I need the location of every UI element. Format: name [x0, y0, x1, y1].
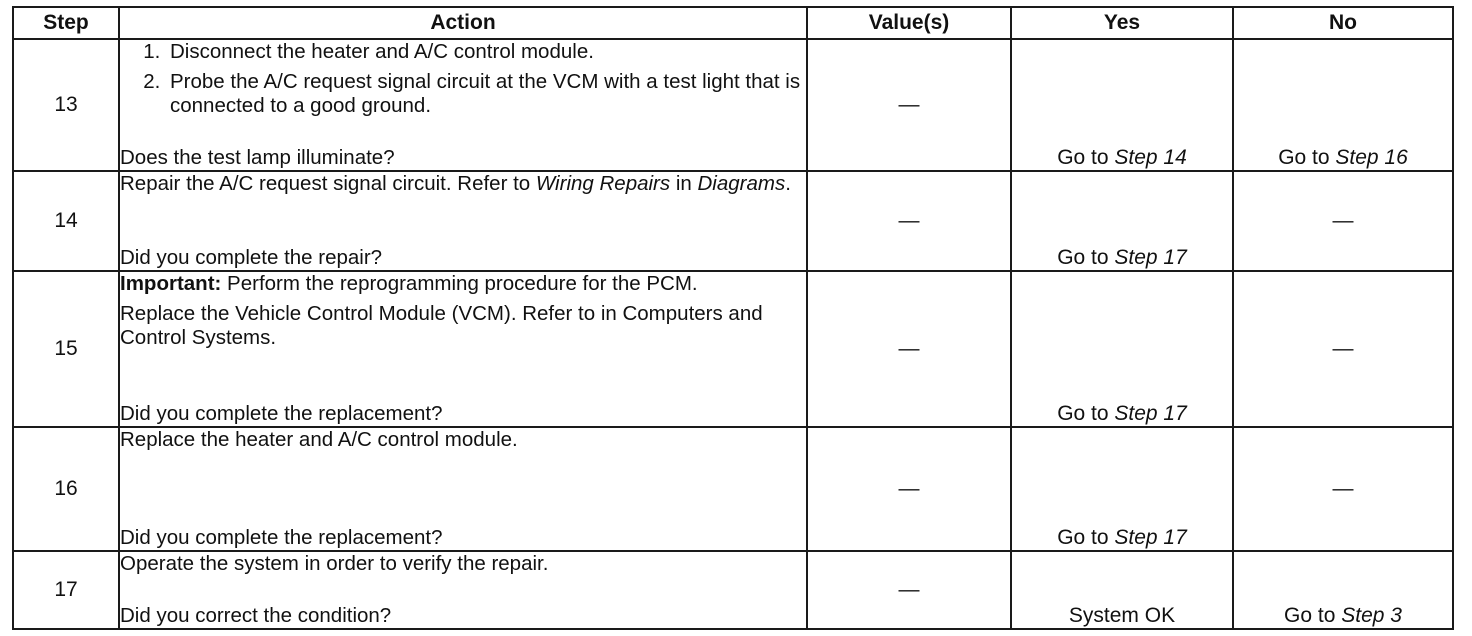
- action-step: 1. Disconnect the heater and A/C control module.: [166, 40, 806, 64]
- action-text: [120, 172, 806, 196]
- important-label: Important:: [120, 272, 222, 295]
- value-dash: —: [898, 477, 920, 500]
- no-dash: —: [1332, 477, 1354, 500]
- value-cell: [807, 427, 1011, 551]
- no-dash: —: [1332, 209, 1354, 232]
- important-text: Perform the reprogramming procedure for the PCM.: [221, 272, 698, 295]
- header-step: Step: [13, 7, 119, 39]
- yes-cell: [1011, 427, 1233, 551]
- diagnostic-table: [12, 6, 1454, 630]
- yes-prefix: Go to: [1057, 526, 1115, 549]
- no-prefix: Go to: [1278, 146, 1336, 169]
- yes-step-link[interactable]: Step 14: [1114, 146, 1187, 169]
- value-dash: —: [898, 209, 920, 232]
- action-question: Does the test lamp illuminate?: [120, 146, 395, 169]
- table-row: [13, 171, 1453, 271]
- header-yes: Yes: [1011, 7, 1233, 39]
- value-dash: —: [898, 93, 920, 116]
- value-dash: —: [898, 578, 920, 601]
- action-text: Operate the system in order to verify the repair.: [120, 552, 549, 575]
- header-values: Value(s): [807, 7, 1011, 39]
- yes-step-link[interactable]: Step 17: [1114, 246, 1187, 269]
- action-text: Replace the heater and A/C control module.: [120, 428, 518, 451]
- no-prefix: Go to: [1284, 604, 1342, 627]
- action-text-part: in: [670, 172, 698, 195]
- action-cell: [119, 171, 807, 271]
- action-question: Did you correct the condition?: [120, 604, 392, 627]
- no-cell: [1233, 39, 1453, 171]
- action-text-part: .: [785, 172, 791, 195]
- action-question: Did you complete the replacement?: [120, 402, 443, 425]
- step-number: 13: [13, 39, 119, 171]
- wiring-repairs-link[interactable]: Wiring Repairs: [535, 172, 671, 195]
- value-cell: [807, 171, 1011, 271]
- yes-prefix: Go to: [1057, 402, 1115, 425]
- step-number: 16: [13, 427, 119, 551]
- no-dash: —: [1332, 337, 1354, 360]
- action-text-part: Repair the A/C request signal circuit. Refer to: [120, 172, 536, 195]
- yes-step-link[interactable]: Step 17: [1114, 526, 1187, 549]
- yes-step-link[interactable]: Step 17: [1114, 402, 1187, 425]
- yes-cell: [1011, 39, 1233, 171]
- action-question: Did you complete the repair?: [120, 246, 383, 269]
- step-number: 14: [13, 171, 119, 271]
- header-row: [13, 7, 1453, 39]
- action-cell: [119, 427, 807, 551]
- table-row: [13, 551, 1453, 629]
- no-cell: [1233, 551, 1453, 629]
- header-no: No: [1233, 7, 1453, 39]
- step-number: 15: [13, 271, 119, 427]
- no-step-link[interactable]: Step 3: [1341, 604, 1402, 627]
- diagrams-link[interactable]: Diagrams: [697, 172, 786, 195]
- table-row: [13, 271, 1453, 427]
- action-text: Replace the Vehicle Control Module (VCM). Refer to in Computers and Control Systems.: [120, 302, 763, 349]
- action-steps-list: [120, 40, 806, 124]
- action-cell: [119, 271, 807, 427]
- no-cell: [1233, 171, 1453, 271]
- no-cell: [1233, 271, 1453, 427]
- important-note: [120, 272, 806, 296]
- value-dash: —: [898, 337, 920, 360]
- no-step-link[interactable]: Step 16: [1335, 146, 1408, 169]
- action-step: 2. Probe the A/C request signal circuit at the VCM with a test light that is connected to a good ground.: [166, 70, 806, 118]
- action-cell: [119, 39, 807, 171]
- action-question: Did you complete the replacement?: [120, 526, 443, 549]
- no-cell: [1233, 427, 1453, 551]
- yes-prefix: Go to: [1057, 146, 1115, 169]
- table-row: [13, 427, 1453, 551]
- yes-cell: [1011, 271, 1233, 427]
- value-cell: [807, 39, 1011, 171]
- value-cell: [807, 271, 1011, 427]
- yes-cell: [1011, 171, 1233, 271]
- action-cell: [119, 551, 807, 629]
- yes-cell: System OK: [1011, 551, 1233, 629]
- step-number: 17: [13, 551, 119, 629]
- header-action: Action: [119, 7, 807, 39]
- table-row: [13, 39, 1453, 171]
- value-cell: [807, 551, 1011, 629]
- yes-prefix: Go to: [1057, 246, 1115, 269]
